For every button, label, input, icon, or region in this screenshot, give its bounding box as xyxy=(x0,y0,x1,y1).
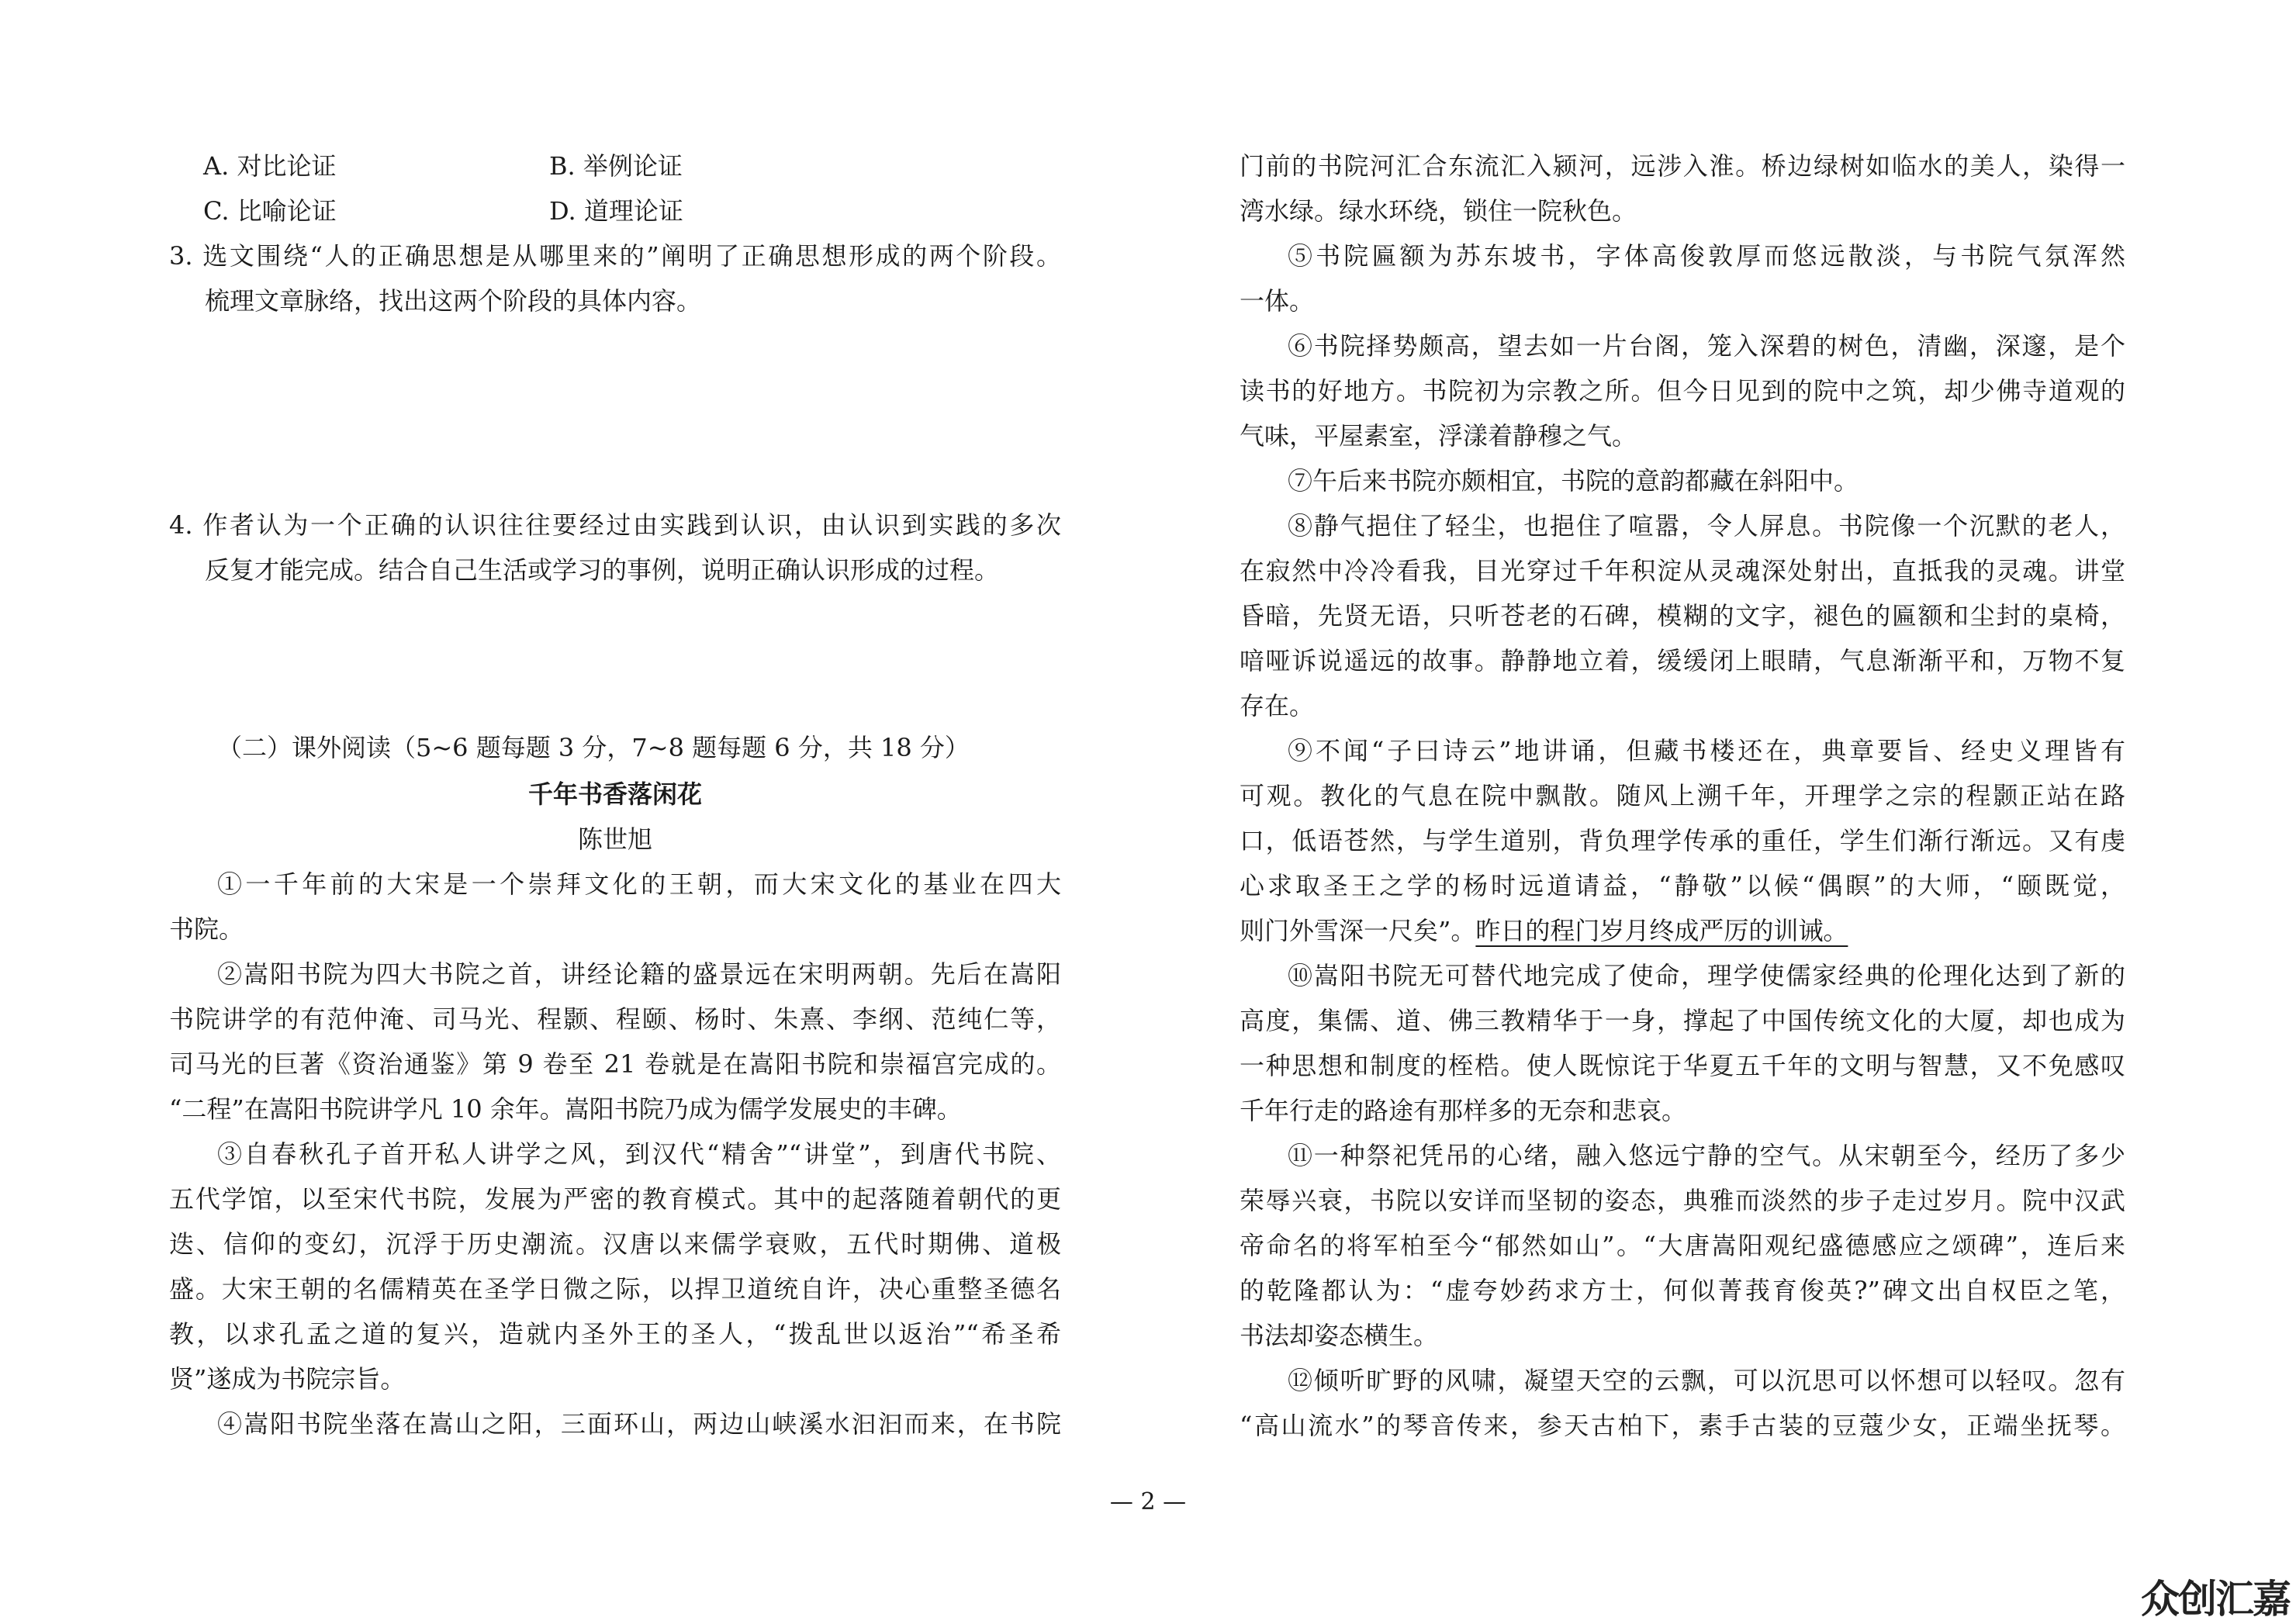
body-line: 高度，集儒、道、佛三教精华于一身，撑起了中国传统文化的大厦，却也成为 xyxy=(1240,1006,2125,1035)
body-line: 一体。 xyxy=(1240,286,1315,316)
body-line: 口，低语苍然，与学生道别，背负理学传承的重任，学生们渐行渐远。又有虔 xyxy=(1240,826,2125,855)
body-line: 一种思想和制度的桎梏。使人既惊诧于华夏五千年的文明与智慧，又不免感叹 xyxy=(1240,1051,2125,1080)
body-line: ②嵩阳书院为四大书院之首，讲经论籍的盛景远在宋明两朝。先后在嵩阳 xyxy=(217,959,1061,989)
body-line: 心求取圣王之学的杨时远道请益，“静敬”以候“偶瞑”的大师，“颐既觉， xyxy=(1240,871,2125,900)
body-line: 教，以求孔孟之道的复兴，造就内圣外王的圣人，“拨乱世以返治”“希圣希 xyxy=(169,1319,1061,1349)
body-line: 可观。教化的气息在院中飘散。随风上溯千年，开理学之宗的程颢正站在路 xyxy=(1240,781,2125,810)
body-line: 在寂然中冷冷看我，目光穿过千年积淀从灵魂深处射出，直抵我的灵魂。讲堂 xyxy=(1240,556,2125,586)
option-a: A. 对比论证 xyxy=(203,151,337,181)
body-line: 读书的好地方。书院初为宗教之所。但今日见到的院中之筑，却少佛寺道观的 xyxy=(1240,376,2125,406)
question-4-line: 4. 作者认为一个正确的认识往往要经过由实践到认识，由认识到实践的多次 xyxy=(169,510,1061,540)
body-line: 迭、信仰的变幻，沉浮于历史潮流。汉唐以来儒学衰败，五代时期佛、道极 xyxy=(169,1229,1061,1259)
body-line: ⑤书院匾额为苏东坡书，字体高俊敦厚而悠远散淡，与书院气氛浑然 xyxy=(1288,241,2125,271)
body-line: 书院讲学的有范仲淹、司马光、程颢、程颐、杨时、朱熹、李纲、范纯仁等， xyxy=(169,1004,1061,1034)
body-line: 五代学馆，以至宋代书院，发展为严密的教育模式。其中的起落随着朝代的更 xyxy=(169,1184,1061,1214)
body-line: 喑哑诉说遥远的故事。静静地立着，缓缓闭上眼睛，气息渐渐平和，万物不复 xyxy=(1240,646,2125,676)
body-line: 司马光的巨著《资治通鉴》第 9 卷至 21 卷就是在嵩阳书院和崇福宫完成的。 xyxy=(169,1049,1061,1079)
body-line-with-underline xyxy=(1240,908,2125,953)
question-3-line: 梳理文章脉络，找出这两个阶段的具体内容。 xyxy=(205,286,702,316)
body-line: 门前的书院河汇合东流汇入颍河，远涉入淮。桥边绿树如临水的美人，染得一 xyxy=(1240,151,2125,181)
section-header: （二）课外阅读（5~6 题每题 3 分，7~8 题每题 6 分，共 18 分） xyxy=(217,733,970,762)
underlined-sentence: 昨日的程门岁月终成严厉的训诫。 xyxy=(1475,916,1848,945)
article-author: 陈世旭 xyxy=(577,824,652,854)
body-line: 书院。 xyxy=(169,914,244,944)
question-3-line: 3. 选文围绕“人的正确思想是从哪里来的”阐明了正确思想形成的两个阶段。 xyxy=(169,241,1061,271)
body-line: 千年行走的路途有那样多的无奈和悲哀。 xyxy=(1240,1096,1687,1125)
body-line: “高山流水”的琴音传来，参天古柏下，素手古装的豆蔻少女，正端坐抚琴。 xyxy=(1240,1411,2125,1440)
body-line: ⑧静气挹住了轻尘，也挹住了喧嚣，令人屏息。书院像一个沉默的老人， xyxy=(1288,511,2125,541)
option-c: C. 比喻论证 xyxy=(203,196,337,226)
body-line: 贤”遂成为书院宗旨。 xyxy=(169,1364,406,1394)
option-d: D. 道理论证 xyxy=(549,196,683,226)
question-4-line: 反复才能完成。结合自己生活或学习的事例，说明正确认识形成的过程。 xyxy=(205,555,1000,585)
body-line: 湾水绿。绿水环绕，锁住一院秋色。 xyxy=(1240,196,1637,226)
body-line: 荣辱兴衰，书院以安详而坚韧的姿态，典雅而淡然的步子走过岁月。院中汉武 xyxy=(1240,1186,2125,1215)
option-b: B. 举例论证 xyxy=(549,151,683,181)
body-line: 气味，平屋素室，浮漾着静穆之气。 xyxy=(1240,421,1637,451)
body-line: ①一千年前的大宋是一个崇拜文化的王朝，而大宋文化的基业在四大 xyxy=(217,869,1061,899)
body-line: 书法却姿态横生。 xyxy=(1240,1321,1439,1350)
body-line: “二程”在嵩阳书院讲学凡 10 余年。嵩阳书院乃成为儒学发展史的丰碑。 xyxy=(169,1094,962,1124)
body-line: ④嵩阳书院坐落在嵩山之阳，三面环山，两边山峡溪水汩汩而来，在书院 xyxy=(217,1409,1061,1439)
body-line: ⑫倾听旷野的风啸，凝望天空的云飘，可以沉思可以怀想可以轻叹。忽有 xyxy=(1288,1366,2125,1395)
watermark-logo: 众创汇嘉 xyxy=(2141,1577,2290,1621)
body-line: ③自春秋孔子首开私人讲学之风，到汉代“精舍”“讲堂”，到唐代书院、 xyxy=(217,1139,1061,1169)
body-line: ⑩嵩阳书院无可替代地完成了使命，理学使儒家经典的伦理化达到了新的 xyxy=(1288,961,2125,990)
body-text: 则门外雪深一尺矣”。 xyxy=(1240,916,1476,945)
body-line: 存在。 xyxy=(1240,691,1315,720)
body-line: 帝命名的将军柏至今“郁然如山”。“大唐嵩阳观纪盛德感应之颂碑”，连后来 xyxy=(1240,1231,2125,1260)
body-line: 昏暗，先贤无语，只听苍老的石碑，模糊的文字，褪色的匾额和尘封的桌椅， xyxy=(1240,601,2125,631)
body-line: 盛。大宋王朝的名儒精英在圣学日微之际，以捍卫道统自许，决心重整圣德名 xyxy=(169,1274,1061,1304)
body-line: ⑦午后来书院亦颇相宜，书院的意韵都藏在斜阳中。 xyxy=(1288,466,1859,496)
body-line: ⑪一种祭祀凭吊的心绪，融入悠远宁静的空气。从宋朝至今，经历了多少 xyxy=(1288,1141,2125,1170)
body-line: ⑥书院择势颇高，望去如一片台阁，笼入深碧的树色，清幽，深邃，是个 xyxy=(1288,331,2125,361)
article-title: 千年书香落闲花 xyxy=(527,780,702,808)
body-line: ⑨不闻“子曰诗云”地讲诵，但藏书楼还在，典章要旨、经史义理皆有 xyxy=(1288,736,2125,765)
page-number: — 2 — xyxy=(1109,1488,1187,1515)
body-line: 的乾隆都认为：“虚夸妙药求方士，何似菁莪育俊英?”碑文出自权臣之笔， xyxy=(1240,1276,2125,1305)
